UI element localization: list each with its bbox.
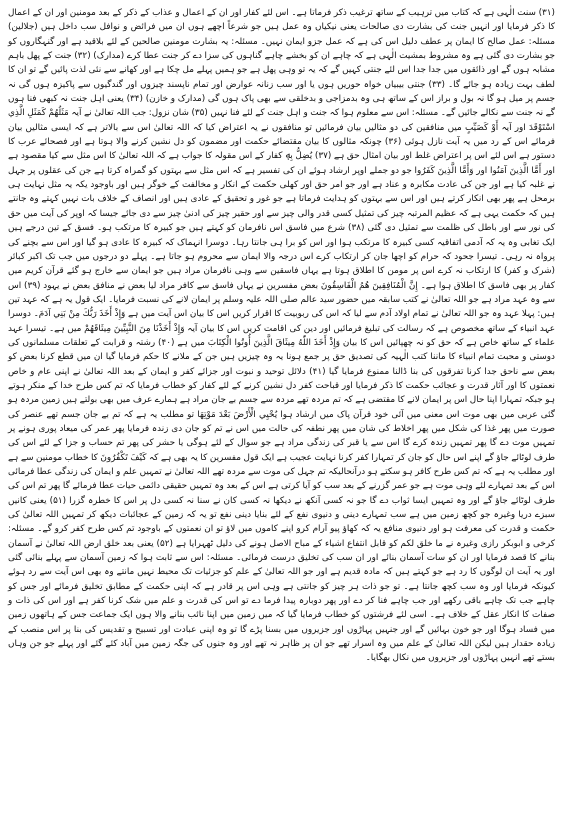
commentary-paragraph: (۳۱) سنت الٰہی ہے کہ کتاب میں ترہیب کے ساتھ ترغیب ذکر فرماتا ہے۔ اس لئے کفار اور ان کے اعمال و عذاب کے ذکر کے بعد مومنین اور ان کے اعمال کا ذکر فرمایا اور انہیں جنت کی بشارت دی صالحات یعنی نیکیاں وہ عمل ہیں جو شرعاً اچھے ہوں ان میں فرائض و نوافل سب داخل ہیں (جلالین) مسئلہ: عمل صالح کا ایمان پر عطف دلیل اس کی ہے کہ عمل جزو ایمان نہیں۔ مسئلہ: یہ بشارت مومنین صالحین کے لئے بلاقید ہے اور گنہگاروں کو جو بشارت دی گئی ہے وہ مشروط بمشیت الٰہی ہے کہ چاہے ان کو بخشے چاہے گناہوں کی سزا دے کر جنت عطا کرے (مدارک) (۳۲) جنت کے پھل باہم مشابہ ہوں گے اور ذائقوں میں جدا جدا اس لئے جنتی کہیں گے کہ یہ تو وہی پھل ہے جو ہمیں پہلے مل چکا ہے اور کھانے سے نئی لذت پائیں گے تو ان کا لطف بہت زیادہ ہو جائے گا۔ (۳۳) جنتی بیبیاں خواہ حوریں ہوں یا اور سب زنانہ عوارض اور تمام ناپسند چیزوں اور گندگیوں سے پاکیزہ ہوں گی نہ جسم پر میل ہو گا نہ بول و براز اس کے ساتھ ہی وہ بدمزاجی و بدخلقی سے بھی پاک ہوں گی (مدارک و خازن) (۳۴) یعنی اہل جنت نہ کبھی فنا ہوں گے نہ جنت سے نکالے جائیں گے۔ مسئلہ: اس سے معلوم ہوا کہ جنت و اہل جنت کے لئے فنا نہیں (۳۵) شان نزول: جب اللہ تعالیٰ نے آیہ مَثَلُهُمْ كَمَثَلِ الَّذِي اسْتَوْقَدَ اور آیہ أَوْ كَصَيِّبٍ میں منافقین کی دو مثالیں بیان فرمائیں تو منافقوں نے یہ اعتراض کیا کہ اللہ تعالیٰ اس سے بالاتر ہے کہ ایسی مثالیں بیان فرمائے اس کے رد میں یہ آیت نازل ہوئی (۳۶) چونکہ مثالوں کا بیان مقتضائے حکمت اور مضمون کو دل نشین کرنے والا ہوتا ہے اور فصحائے عرب کا دستور ہے اس لئے اس پر اعتراض غلط اور بیان امثال حق ہے (۳۷) يُضِلُّ بِهٖ کفار کے اس مقولہ کا جواب ہے کہ اللہ تعالیٰ کا اس مثل سے کیا مقصود ہے اور أَمَّا الَّذِينَ آمَنُوا اور وَأَمَّا الَّذِينَ كَفَرُوا جو دو جملے اوپر ارشاد ہوئے ان کی تفسیر ہے کہ اس مثل سے بہتوں کو گمراہ کرتا ہے جن کی عقلوں پر جہل نے غلبہ کیا ہے اور جن کی عادت مکابرہ و عناد ہے اور جو امر حق اور کھلی حکمت کے انکار و مخالفت کے خوگر ہیں اور باوجود یکہ یہ مثل نہایت ہی برمحل ہے پھر بھی انکار کرتے ہیں اور اس سے بہتوں کو ہدایت فرماتا ہے جو غور و تحقیق کے عادی ہیں اور انصاف کے خلاف بات نہیں کہتے وہ جانتے ہیں کہ حکمت یہی ہے کہ عظیم المرتبہ چیز کی تمثیل کسی قدر والی چیز سے اور حقیر چیز کی ادنیٰ چیز سے دی جائے جیسا کہ اوپر کی آیت میں حق کی نور سے اور باطل کی ظلمت سے تمثیل دی گئی (۳۸) شرع میں فاسق اس نافرمان کو کہتے ہیں جو کبیرہ کا مرتکب ہو۔ فسق کے تین درجے ہیں ایک تغابی وہ یہ کہ آدمی اتفاقیہ کسی کبیرہ کا مرتکب ہوا اور اس کو برا ہی جانتا رہا۔ دوسرا انہماک کہ کبیرہ کا عادی ہو گیا اور اس سے بچنے کی پرواہ نہ رہی۔ تیسرا جحود کہ حرام کو اچھا جان کر ارتکاب کرے اس درجہ والا ایمان سے محروم ہو جاتا ہے۔ پہلے دو درجوں میں جب تک اکبر کبائر (شرک و کفر) کا ارتکاب نہ کرے اس پر مومن کا اطلاق ہوتا ہے یہاں فاسقین سے وہی نافرمان مراد ہیں جو ایمان سے خارج ہو گئے قرآن کریم میں کفار پر بھی فاسق کا اطلاق ہوا ہے۔ إِنَّ الْمُنَافِقِينَ هُمُ الْفَاسِقُونَ بعض مفسرین نے یہاں فاسق سے کافر مراد لیا بعض نے منافق بعض نے یہود (۳۹) اس سے وہ عہد مراد ہے جو اللہ تعالیٰ نے کتب سابقہ میں حضور سید عالم صلی اللہ علیہ وسلم پر ایمان لانے کی نسبت فرمایا۔ ایک قول یہ ہے کہ عہد تین ہیں: پہلا عہد وہ جو اللہ تعالیٰ نے تمام اولاد آدم سے لیا کہ اس کی ربوبیت کا اقرار کریں اس کا بیان اس آیت میں ہے وَإِذْ أَخَذَ رَبُّكَ مِنْ بَنِي آدَمَ۔ دوسرا عہد انبیاء کے ساتھ مخصوص ہے کہ رسالت کی تبلیغ فرمائیں اور دین کی اقامت کریں اس کا بیان آیہ وَإِذْ أَخَذْنَا مِنَ النَّبِيِّينَ مِيثَاقَهُمْ میں ہے۔ تیسرا عہد علماء کے ساتھ خاص ہے کہ حق کو نہ چھپائیں اس کا بیان وَإِذْ أَخَذَ اللّٰهُ مِيثَاقَ الَّذِينَ أُوتُوا الْكِتَابَ میں ہے (۴۰) رشتہ و قرابت کے تعلقات مسلمانوں کی دوستی و محبت تمام انبیاء کا ماننا کتب الٰہیہ کی تصدیق حق پر جمع ہونا یہ وہ چیزیں ہیں جن کے ملانے کا حکم فرمایا گیا ان میں قطع کرنا بعض کو بعض سے ناحق جدا کرنا تفرقوں کی بنا ڈالنا ممنوع فرمایا گیا (۴۱) دلائل توحید و نبوت اور جزائے کفر و ایمان کے بعد اللہ تعالیٰ نے اپنی عام و خاص نعمتوں کا اور آثار قدرت و عجائب حکمت کا ذکر فرمایا اور قباحت کفر دل نشین کرنے کے لئے کفار کو خطاب فرمایا کہ تم کس طرح خدا کے منکر ہوتے ہو جبکہ تمہارا اپنا حال اس پر ایمان لانے کا مقتضی ہے کہ تم مردہ تھے مردہ سے جسم بے جان مراد ہے ہمارے عرف میں بھی بولتے ہیں زمین مردہ ہو گئی عربی میں بھی موت اس معنی میں آئی خود قرآن پاک میں ارشاد ہوا يُحْيِي الْأَرْضَ بَعْدَ مَوْتِهَا تو مطلب یہ ہے کہ تم بے جان جسم تھے عنصر کی صورت میں پھر غذا کی شکل میں پھر اخلاط کی شان میں پھر نطفہ کی حالت میں اس نے تم کو جان دی زندہ فرمایا پھر عمر کی میعاد پوری ہونے پر تمہیں موت دے گا پھر تمہیں زندہ کرے گا اس سے یا قبر کی زندگی مراد ہے جو سوال کے لئے ہوگی یا حشر کی پھر تم حساب و جزا کے لئے اس کی طرف لوٹائے جاؤ گے اپنے اس حال کو جان کر تمہارا کفر کرنا نہایت عجیب ہے ایک قول مفسرین کا یہ بھی ہے کہ كَيْفَ تَكْفُرُونَ کا خطاب مومنین سے ہے اور مطلب یہ ہے کہ تم کس طرح کافر ہو سکتے ہو درآنحالیکہ تم جہل کی موت سے مردہ تھے اللہ تعالیٰ نے تمہیں علم و ایمان کی زندگی عطا فرمائی اس کے بعد تمہارے لئے وہی موت ہے جو عمر گزرنے کے بعد سب کو آیا کرتی ہے اس کے بعد وہ تمہیں حقیقی دائمی حیات عطا فرمائے گا پھر تم اس کی طرف لوٹائے جاؤ گے اور وہ تمہیں ایسا ثواب دے گا جو نہ کسی آنکھ نے دیکھا نہ کسی کان نے سنا نہ کسی دل پر اس کا خطرہ گزرا (۵۱) یعنی کانیں سبزے دریا وغیرہ جو کچھ زمین میں ہے سب تمہارے دینی و دنیوی نفع کے لئے بنایا دینی نفع تو یہ کہ زمین کے عجائبات دیکھ کر تمہیں اللہ تعالیٰ کی حکمت و قدرت کی معرفت ہو اور دنیوی منافع یہ کہ کھاؤ پیو آرام کرو اپنے کاموں میں لاؤ تو ان نعمتوں کے باوجود تم کس طرح کفر کرو گے۔ مسئلہ: کرخی و ابوبکر رازی وغیرہ نے ما خلق لکم کو قابل انتفاع اشیاء کے مباح الاصل ہونے کی دلیل ٹھہرایا ہے (۵۲) یعنی بعد خلق ارض اللہ تعالیٰ نے آسمان بنانے کا قصد فرمایا اور ان کو سات آسمان بنائے اور ان سب کی تخلیق درست فرمائی۔ مسئلہ: اس سے ثابت ہوا کہ زمین آسمان سے پہلے بنائی گئی اور یہ آیت ان لوگوں کا رد ہے جو کہتے ہیں کہ مادہ قدیم ہے اور جو اللہ تعالیٰ کے علم کو جزئیات تک محیط نہیں مانتے وہ بھی اس آیت سے رد ہوئے کیونکہ فرمایا اور وہ سب کچھ جانتا ہے۔ تو جو ذات ہر چیز کو جانتی ہے وہی اس پر قادر ہے کہ اپنی حکمت کے مطابق تخلیق فرمائے اور جس کو چاہے جب تک چاہے باقی رکھے اور جب چاہے فنا کر دے اور پھر دوبارہ پیدا فرما دے تو اس کی قدرت و علم میں شک کرنا کفر ہے اور اس کی ذات و صفات کا انکار عقل کے خلاف ہے۔ اسی لئے فرشتوں کو خطاب فرمایا گیا کہ میں زمین میں اپنا نائب بنانے والا ہوں ایک جماعت جس کے ہاتھوں زمین میں فساد ہوگا اور جو خون بہائیں گے اور جنہیں پہاڑوں اور جزیروں میں بسنا پڑے گا تو وہ اپنی عبادت اور تسبیح و تقدیس کی بنا پر اس منصب کے زیادہ حقدار ہیں لیکن اللہ تعالیٰ کے علم میں وہ اسرار تھے جو ان پر ظاہر نہ تھے اور وہ جنوں کی جگہ زمین میں آباد کئے گئے اور پہلے جو جن وہاں بستے تھے انہیں پہاڑوں اور جزیروں میں نکال بھگایا۔ bbox=[8, 8, 556, 664]
